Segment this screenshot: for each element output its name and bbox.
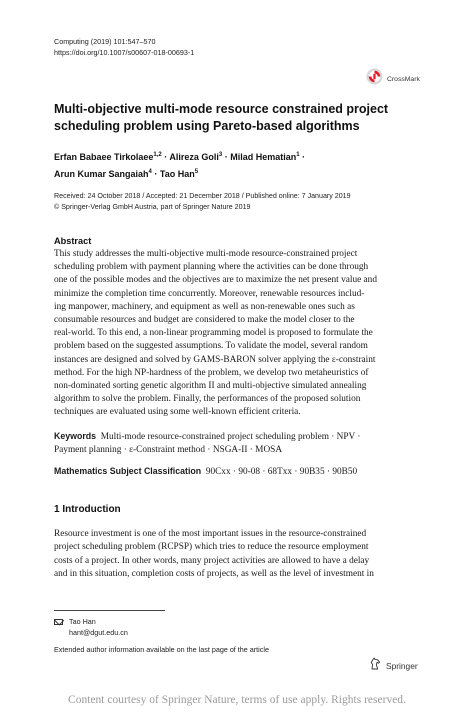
abstract-line: problem based on the suggested assumptions. To validate the model, several random [54, 341, 368, 352]
author-affiliation: 5 [194, 168, 199, 175]
author-name: Milad Hematian [230, 152, 297, 162]
author-name: Alireza Goli [169, 152, 219, 162]
author-name: Tao Han [159, 168, 195, 179]
msc-block [54, 465, 420, 479]
abstract-line: techniques are evaluated using some well-known efficient criteria. [54, 407, 301, 418]
author-list [54, 148, 394, 181]
introduction-heading: 1 Introduction [54, 504, 121, 515]
springer-logo [369, 657, 418, 675]
abstract-body [54, 248, 420, 420]
author-separator: · [299, 152, 306, 162]
envelope-icon [54, 619, 63, 625]
author-separator: · [222, 152, 231, 162]
abstract-line: scheduling problem with payment planning where the activities can be done through [54, 262, 369, 273]
introduction-line: Resource investment is one of the most important issues in the resource-constrained [54, 529, 367, 539]
author-line-1 [54, 148, 394, 165]
abstract-line: method. For the high NP-hardness of the problem, we develop two metaheuristics of [54, 367, 369, 378]
copyright-notice: © Springer-Verlag GmbH Austria, part of Springer Nature 2019 [54, 202, 251, 211]
author-affiliation: 4 [148, 168, 152, 175]
received-accepted-published: Received: 24 October 2018 / Accepted: 21 December 2018 / Published online: 7 January 2019 [54, 192, 351, 200]
author-name: Erfan Babaee Tirkolaee [54, 152, 154, 162]
keywords-block [54, 430, 420, 457]
abstract-line: consumable resources and budget are considered to make the model closer to the [54, 315, 355, 326]
msc-label: Mathematics Subject Classification [54, 466, 202, 476]
crossmark-icon [366, 68, 383, 90]
introduction-line: and in this situation, completion costs of projects, as well as the level of investment in [54, 569, 374, 580]
title-line-2: scheduling problem using Pareto-based algorithms [54, 119, 360, 133]
doi-link[interactable]: https://doi.org/10.1007/s00607-018-00693-1 [54, 47, 195, 57]
abstract-line: algorithm to solve the problem. Finally, the performances of the proposed solution [54, 394, 361, 405]
author-affiliation: 1,2 [153, 152, 162, 158]
author-affiliation: 1 [296, 152, 300, 158]
abstract-line: minimize the completion time concurrently. Moreover, renewable resources includ- [54, 288, 365, 299]
publication-dates [54, 191, 424, 212]
keywords-line-1 [54, 430, 420, 444]
author-name: Arun Kumar Sangaiah [54, 168, 149, 179]
journal-citation: Computing (2019) 101:547–570 [54, 37, 156, 46]
abstract-line: non-dominated sorting genetic algorithm II and multi-objective simulated annealing [54, 381, 367, 392]
paper-title [54, 101, 414, 135]
corresponding-name-row [54, 617, 128, 628]
author-affiliation: 3 [218, 152, 223, 158]
journal-meta [54, 37, 194, 58]
abstract-line: ing manpower, machinery, and equipment as well as non-renewable ones such as [54, 301, 355, 312]
msc-codes: 90Cxx · 90-08 · 68Txx · 90B35 · 90B50 [205, 467, 358, 477]
abstract-line: instances are designed and solved by GAMS-BARON solver applying the ε-constraint [54, 354, 376, 365]
extended-author-info: Extended author information available on the last page of the article [54, 645, 269, 654]
corresponding-author [54, 617, 128, 638]
title-line-1: Multi-objective multi-mode resource constrained project [54, 102, 389, 116]
introduction-body [54, 528, 420, 582]
abstract-line: This study addresses the multi-objective multi-mode resource-constrained project [54, 249, 358, 259]
introduction-line: costs of a project. In other words, many project activities are allowed to have a delay [54, 555, 370, 566]
author-separator: · [151, 168, 160, 179]
abstract-heading: Abstract [54, 236, 92, 246]
footnote-divider [54, 610, 165, 611]
courtesy-notice: Content courtesy of Springer Nature, terms of use apply. Rights reserved. [68, 694, 406, 706]
keywords-label: Keywords [54, 431, 97, 441]
springer-label: Springer [386, 661, 418, 671]
author-line-2 [54, 165, 394, 182]
abstract-line: real-world. To this end, a non-linear programming model is proposed to formulate the [54, 328, 373, 339]
corresponding-name: Tao Han [69, 617, 96, 626]
crossmark-label: CrossMark [387, 75, 420, 83]
keywords-text-2: Payment planning · ε-Constraint method · NSGA-II · MOSA [54, 445, 283, 456]
crossmark-badge[interactable] [366, 68, 426, 90]
author-separator: · [161, 152, 170, 162]
corresponding-email[interactable]: hant@dgut.edu.cn [69, 627, 128, 637]
introduction-line: project scheduling problem (RCPSP) which tries to reduce the resource employment [54, 542, 369, 553]
keywords-text-1: Multi-mode resource-constrained project scheduling problem · NPV · [100, 432, 361, 442]
abstract-line: one of the possible modes and the objectives are to maximize the net present value and [54, 275, 377, 286]
springer-horse-icon [369, 657, 382, 675]
